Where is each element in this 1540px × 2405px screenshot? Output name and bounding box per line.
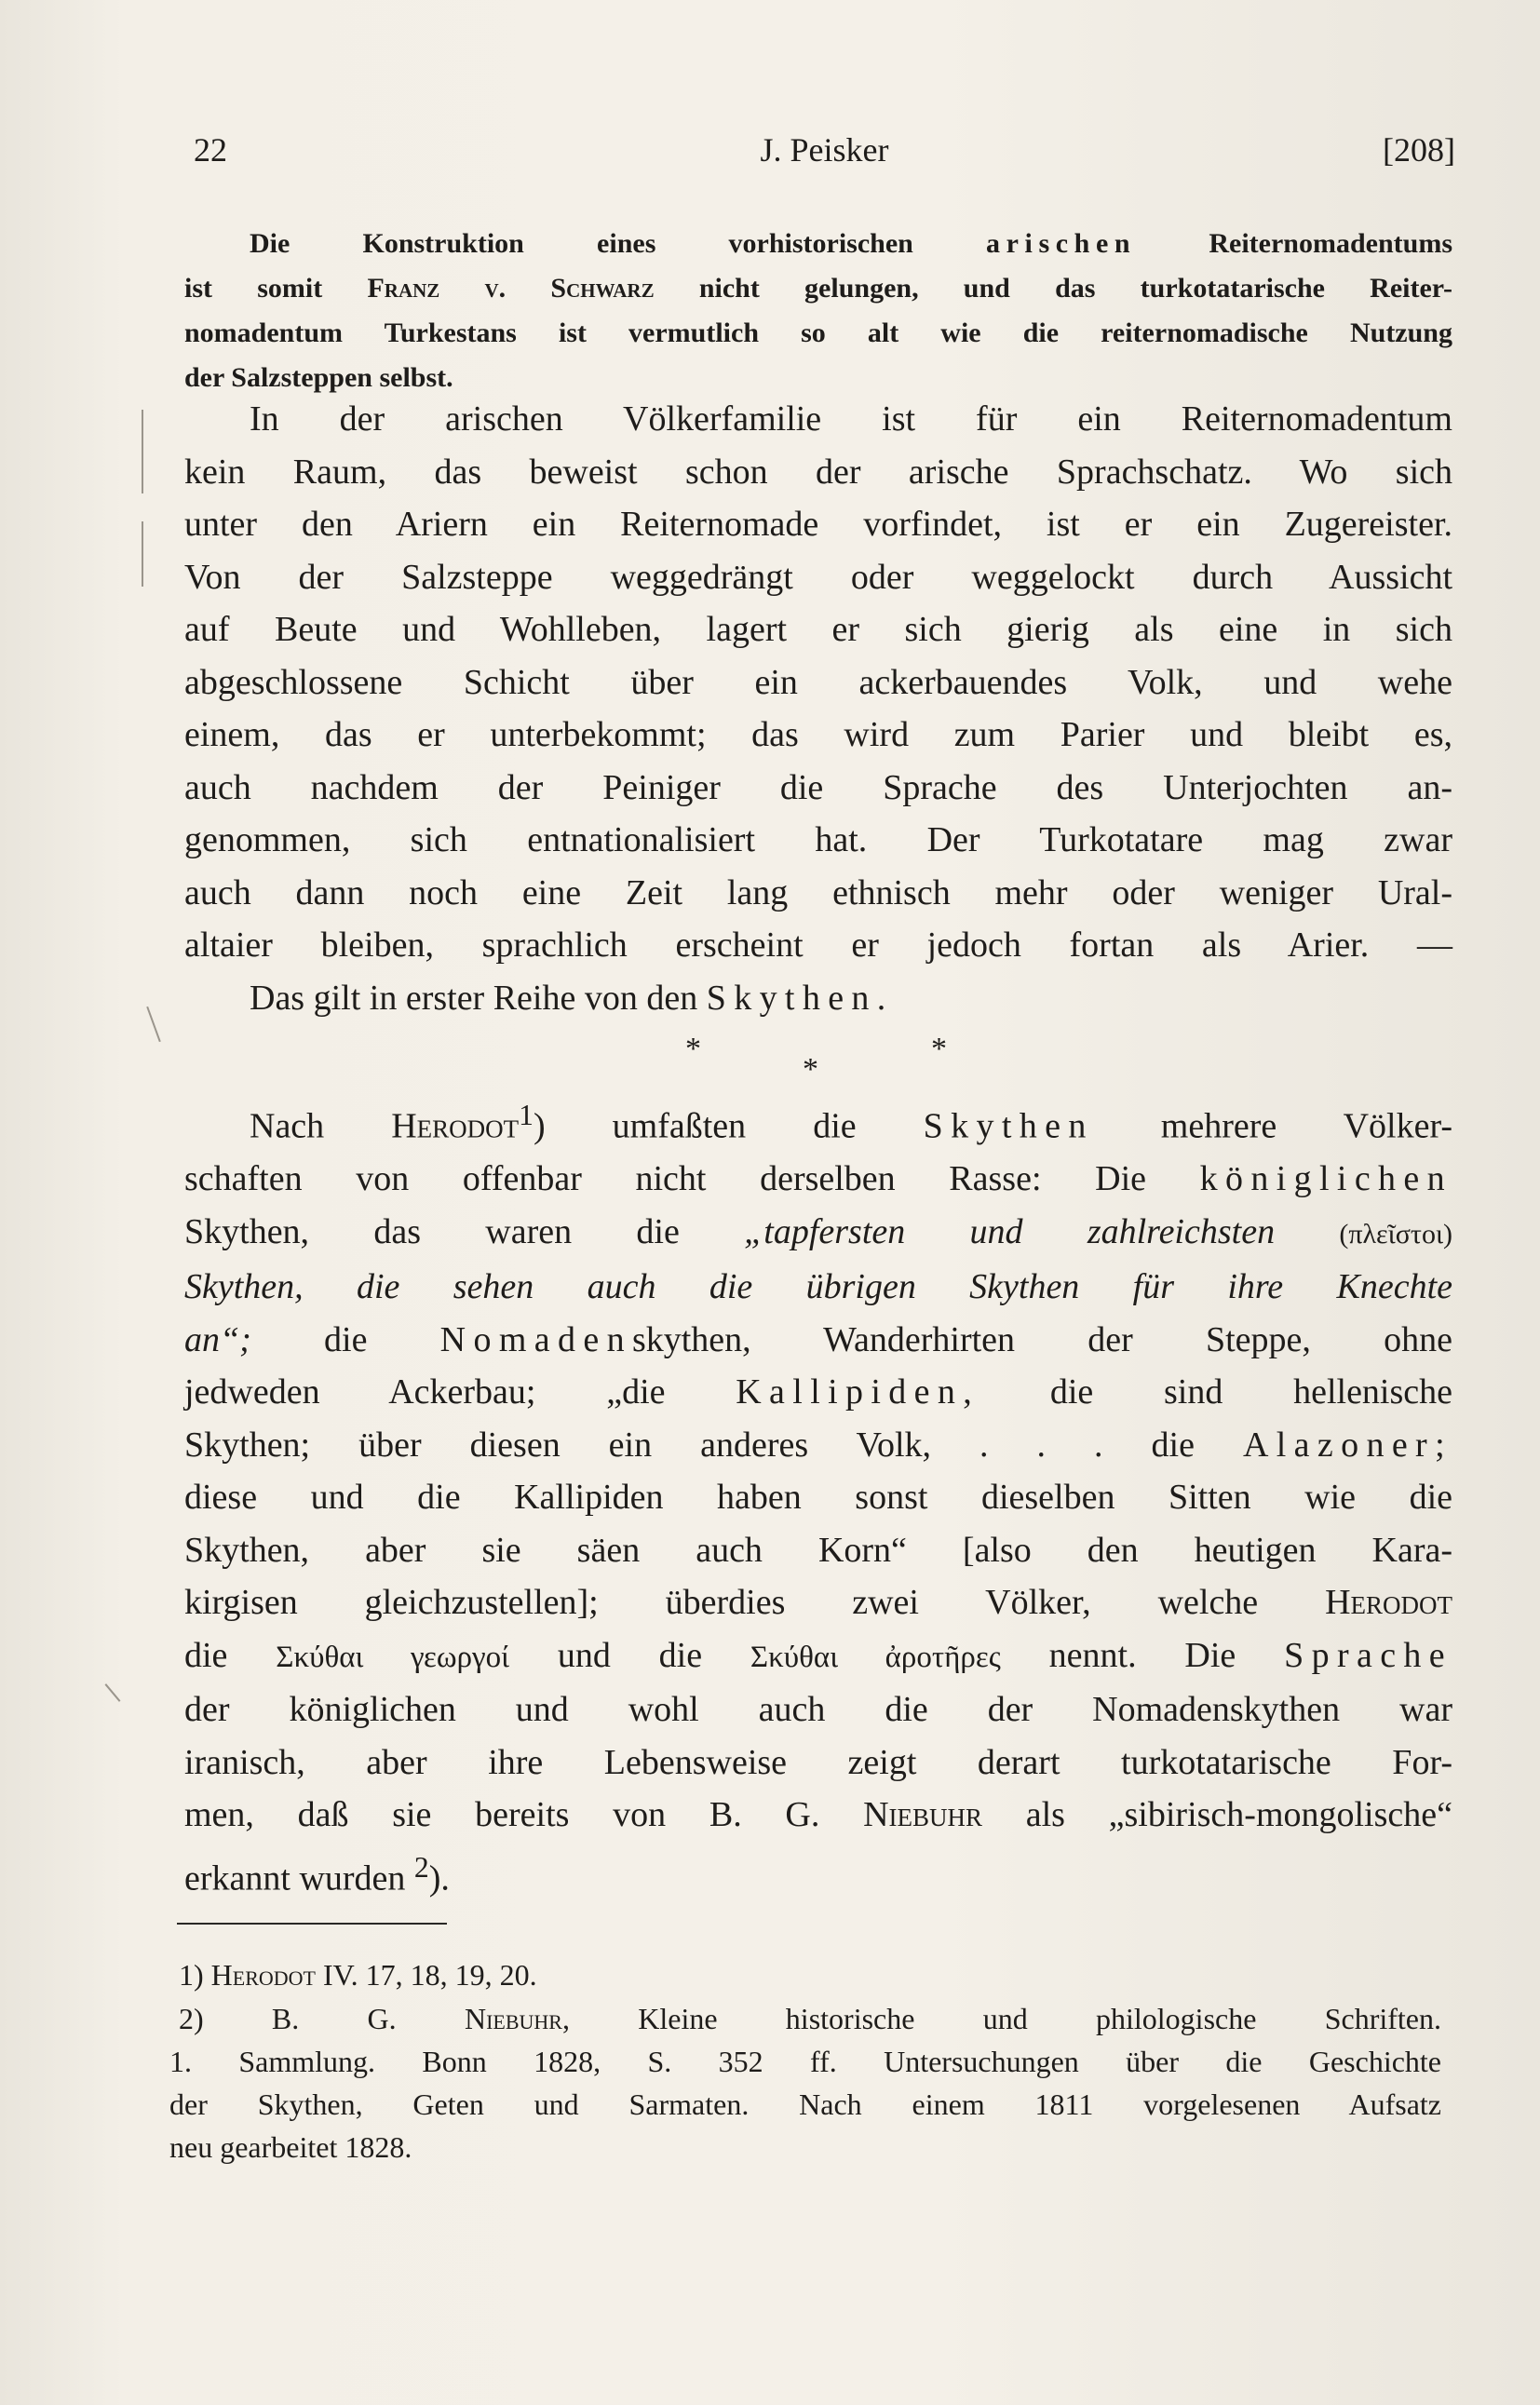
footnote-1	[169, 1953, 1441, 1996]
text-line: die Σκύθαι γεωργοί und die Σκύθαι ἀροτῆρες nennt. Die Sprache	[184, 1635, 1453, 1675]
asterisk: *	[803, 1052, 818, 1087]
text-line: Skythen; über diesen ein anderes Volk, . . . die Alazoner;	[184, 1425, 1452, 1465]
text-line: Skythen, das waren die „tapfersten und zahlreichsten (πλεῖστοι)	[184, 1211, 1453, 1251]
text-line: schaften von offenbar nicht derselben Rasse: Die königlichen	[184, 1159, 1453, 1199]
original-page-reference: [208]	[1383, 131, 1455, 169]
margin-pencil-mark	[105, 1683, 121, 1702]
intro-paragraph	[184, 222, 1452, 400]
footnote-2	[169, 1997, 1441, 2169]
text-line: auch dann noch eine Zeit lang ethnisch mehr oder weniger Ural-	[184, 872, 1452, 912]
margin-pencil-mark	[146, 1007, 161, 1042]
paragraph-arian-nomads	[184, 393, 1452, 1024]
text-line: 2) B. G. Niebuhr, Kleine historische und philologische Schriften.	[179, 2002, 1442, 2035]
text-line: altaier bleiben, sprachlich erscheint er jedoch fortan als Arier. —	[184, 926, 1452, 965]
text-line: einem, das er unterbekommt; das wird zum Parier und bleibt es,	[184, 715, 1452, 754]
text-line: Von der Salzsteppe weggedrängt oder weggelockt durch Aussicht	[184, 557, 1452, 597]
text-line: kirgisen gleichzustellen]; überdies zwei Völker, welche Herodot	[184, 1583, 1453, 1623]
text-line: ist somit Franz v. Schwarz nicht gelungen, und das turkotatarische Reiter-	[184, 273, 1452, 304]
text-line: Nach Herodot$^1$) umfaßten die Skythen mehrere Völker-	[250, 1099, 1452, 1146]
text-line: 1) Herodot IV. 17, 18, 19, 20.	[179, 1958, 537, 1992]
paragraph-herodot-skythen	[184, 1089, 1452, 1905]
text-line: der königlichen und wohl auch die der Nomadenskythen war	[184, 1690, 1452, 1730]
text-line: unter den Ariern ein Reiternomade vorfindet, ist er ein Zugereister.	[184, 505, 1452, 544]
text-line: neu gearbeitet 1828.	[169, 2130, 412, 2164]
text-line: In der arischen Völkerfamilie ist für ein Reiternomadentum	[250, 399, 1452, 439]
text-line: Die Konstruktion eines vorhistorischen arischen Reiternomadentums	[250, 228, 1452, 259]
text-line: auf Beute und Wohlleben, lagert er sich gierig als eine in sich	[184, 610, 1452, 649]
asterisk: *	[931, 1032, 947, 1066]
text-line: jedweden Ackerbau; „die Kallipiden, die sind hellenische	[184, 1372, 1453, 1412]
text-line: der Salzsteppen selbst.	[184, 362, 453, 393]
text-line: genommen, sich entnationalisiert hat. Der Turkotatare mag zwar	[184, 820, 1452, 859]
text-line: Das gilt in erster Reihe von den Skythen.	[250, 978, 894, 1018]
text-line: Skythen, die sehen auch die übrigen Skythen für ihre Knechte	[184, 1267, 1452, 1307]
text-line: iranisch, aber ihre Lebensweise zeigt derart turkotatarische For-	[184, 1742, 1452, 1782]
text-line: diese und die Kallipiden haben sonst dieselben Sitten wie die	[184, 1478, 1452, 1518]
margin-pencil-mark	[142, 521, 143, 587]
running-header	[194, 130, 1455, 177]
text-line: nomadentum Turkestans ist vermutlich so alt wie die reiternomadische Nutzung	[184, 318, 1452, 348]
text-line: der Skythen, Geten und Sarmaten. Nach einem 1811 vorgelesenen Aufsatz	[169, 2087, 1441, 2121]
text-line: an“; die Nomadenskythen, Wanderhirten der Steppe, ohne	[184, 1319, 1452, 1359]
asterisk: *	[685, 1032, 701, 1066]
footnote-separator	[177, 1923, 447, 1925]
running-head-author: J. Peisker	[760, 131, 889, 169]
page-number: 22	[194, 131, 227, 169]
margin-pencil-mark	[142, 410, 143, 493]
text-line: men, daß sie bereits von B. G. Niebuhr als „sibirisch-mongolische“	[184, 1795, 1453, 1835]
text-line: Skythen, aber sie säen auch Korn“ [also den heutigen Kara-	[184, 1530, 1452, 1570]
text-line: abgeschlossene Schicht über ein ackerbauendes Volk, und wehe	[184, 662, 1452, 702]
section-break-asterisks	[670, 1032, 968, 1088]
text-line: erkannt wurden $^2$).	[184, 1850, 450, 1898]
text-line: auch nachdem der Peiniger die Sprache des Unterjochten an-	[184, 767, 1452, 807]
text-line: kein Raum, das beweist schon der arische Sprachschatz. Wo sich	[184, 452, 1452, 492]
text-line: 1. Sammlung. Bonn 1828, S. 352 ff. Untersuchungen über die Geschichte	[169, 2045, 1441, 2078]
